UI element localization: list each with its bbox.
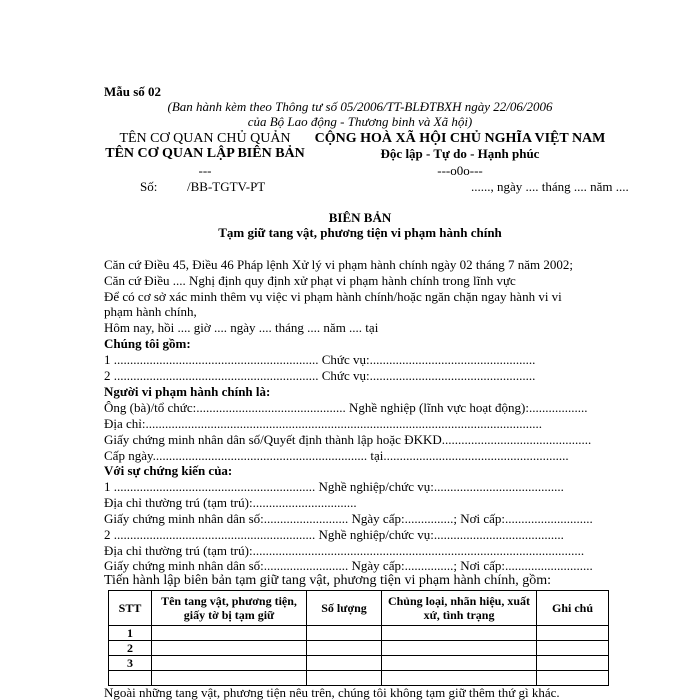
- col-header-quantity: Số lượng: [307, 591, 382, 626]
- table-cell: [152, 626, 307, 641]
- violator-issue-line: Cấp ngày.................................................................. tại.........................................................: [104, 448, 569, 463]
- motto: Độc lập - Tự do - Hạnh phúc: [380, 146, 540, 161]
- document-title: BIÊN BẢN: [328, 210, 392, 225]
- table-cell: [382, 656, 537, 671]
- proceed-line: Tiến hành lập biên bản tạm giữ tang vật, phương tiện vi phạm hành chính, gồm:: [104, 573, 552, 588]
- basis-line-2: Căn cứ Điều .... Nghị định quy định xử phạt vi phạm hành chính trong lĩnh vực: [104, 273, 516, 288]
- table-cell: [307, 641, 382, 656]
- section-heading-officials: Chúng tôi gồm:: [104, 336, 191, 351]
- witness1-line: 1 .............................................................. Nghề nghiệp/chức vụ:........................................: [104, 479, 564, 494]
- table-cell: [307, 671, 382, 686]
- time-place-line: Hôm nay, hồi .... giờ .... ngày .... tháng .... năm .... tại: [104, 320, 379, 335]
- purpose-line-2: phạm hành chính,: [104, 304, 197, 319]
- table-row: [109, 626, 609, 641]
- section-heading-witness: Với sự chứng kiến của:: [104, 463, 233, 478]
- seized-items-table: [108, 590, 609, 686]
- table-cell: [382, 626, 537, 641]
- number-code: /BB-TGTV-PT: [187, 179, 266, 194]
- table-cell: [537, 641, 609, 656]
- country-name: CỘNG HOÀ XÃ HỘI CHỦ NGHĨA VIỆT NAM: [314, 131, 606, 146]
- violator-id-line: Giấy chứng minh nhân dân số/Quyết định thành lập hoặc ĐKKD..............................................: [104, 432, 592, 447]
- table-cell: [152, 671, 307, 686]
- table-header-row: [109, 591, 609, 626]
- witness2-line: 2 .............................................................. Nghề nghiệp/chức vụ:........................................: [104, 527, 564, 542]
- witness2-id-line: Giấy chứng minh nhân dân số:.......................... Ngày cấp:...............; Nơi cấp:...........................: [104, 558, 593, 573]
- document-subtitle: Tạm giữ tang vật, phương tiện vi phạm hành chính: [218, 225, 502, 240]
- witness1-address-line: Địa chỉ thường trú (tạm trú):................................: [104, 495, 357, 510]
- official-line-2: 2 ............................................................... Chức vụ:...................................................: [104, 368, 536, 383]
- witness1-id-line: Giấy chứng minh nhân dân số:.......................... Ngày cấp:...............; Nơi cấp:...........................: [104, 511, 593, 526]
- col-header-stt: STT: [109, 591, 152, 626]
- issued-line-1: (Ban hành kèm theo Thông tư số 05/2006/TT-BLĐTBXH ngày 22/06/2006: [167, 99, 553, 114]
- issuing-agency-label: TÊN CƠ QUAN LẬP BIÊN BẢN: [105, 146, 305, 161]
- right-divider: ---o0o---: [437, 163, 483, 178]
- table-cell: [537, 671, 609, 686]
- witness2-address-line: Địa chỉ thường trú (tạm trú):......................................................................................................: [104, 543, 585, 558]
- basis-line-1: Căn cứ Điều 45, Điều 46 Pháp lệnh Xử lý vi phạm hành chính ngày 02 tháng 7 năm 2002;: [104, 257, 574, 272]
- section-heading-violator: Người vi phạm hành chính là:: [104, 384, 271, 399]
- table-cell-stt: [109, 671, 152, 686]
- date-line: ......, ngày .... tháng .... năm ....: [471, 179, 629, 194]
- form-number: Mẫu số 02: [104, 84, 162, 99]
- col-header-note: Ghi chú: [537, 591, 609, 626]
- footer-line: Ngoài những tang vật, phương tiện nêu trên, chúng tôi không tạm giữ thêm thứ gì khác.: [104, 685, 560, 700]
- table-row: [109, 671, 609, 686]
- table-row: [109, 641, 609, 656]
- table-cell: [537, 656, 609, 671]
- parent-agency-label: TÊN CƠ QUAN CHỦ QUẢN: [119, 131, 291, 146]
- left-divider: ---: [198, 163, 212, 178]
- table-cell: [307, 626, 382, 641]
- table-cell-stt: 3: [109, 656, 152, 671]
- violator-name-line: Ông (bà)/tổ chức:.............................................. Nghề nghiệp (lĩnh vực hoạt động):..................: [104, 400, 588, 415]
- table-cell: [307, 656, 382, 671]
- table-cell-stt: 2: [109, 641, 152, 656]
- table-cell: [537, 626, 609, 641]
- table-cell: [152, 641, 307, 656]
- table-row: [109, 656, 609, 671]
- number-label: Số:: [140, 179, 158, 194]
- table-cell: [152, 656, 307, 671]
- col-header-item-name: Tên tang vật, phương tiện, giấy tờ bị tạm giữ: [152, 591, 307, 626]
- violator-address-line: Địa chỉ:..........................................................................................................................: [104, 416, 543, 431]
- official-line-1: 1 ............................................................... Chức vụ:...................................................: [104, 352, 536, 367]
- table-cell: [382, 671, 537, 686]
- col-header-type: Chủng loại, nhãn hiệu, xuất xứ, tình trạng: [382, 591, 537, 626]
- table-cell: [382, 641, 537, 656]
- purpose-line-1: Để có cơ sở xác minh thêm vụ việc vi phạm hành chính/hoặc ngăn chặn ngay hành vi vi: [104, 289, 562, 304]
- issued-line-2: của Bộ Lao động - Thương binh và Xã hội): [247, 114, 473, 129]
- table-cell-stt: 1: [109, 626, 152, 641]
